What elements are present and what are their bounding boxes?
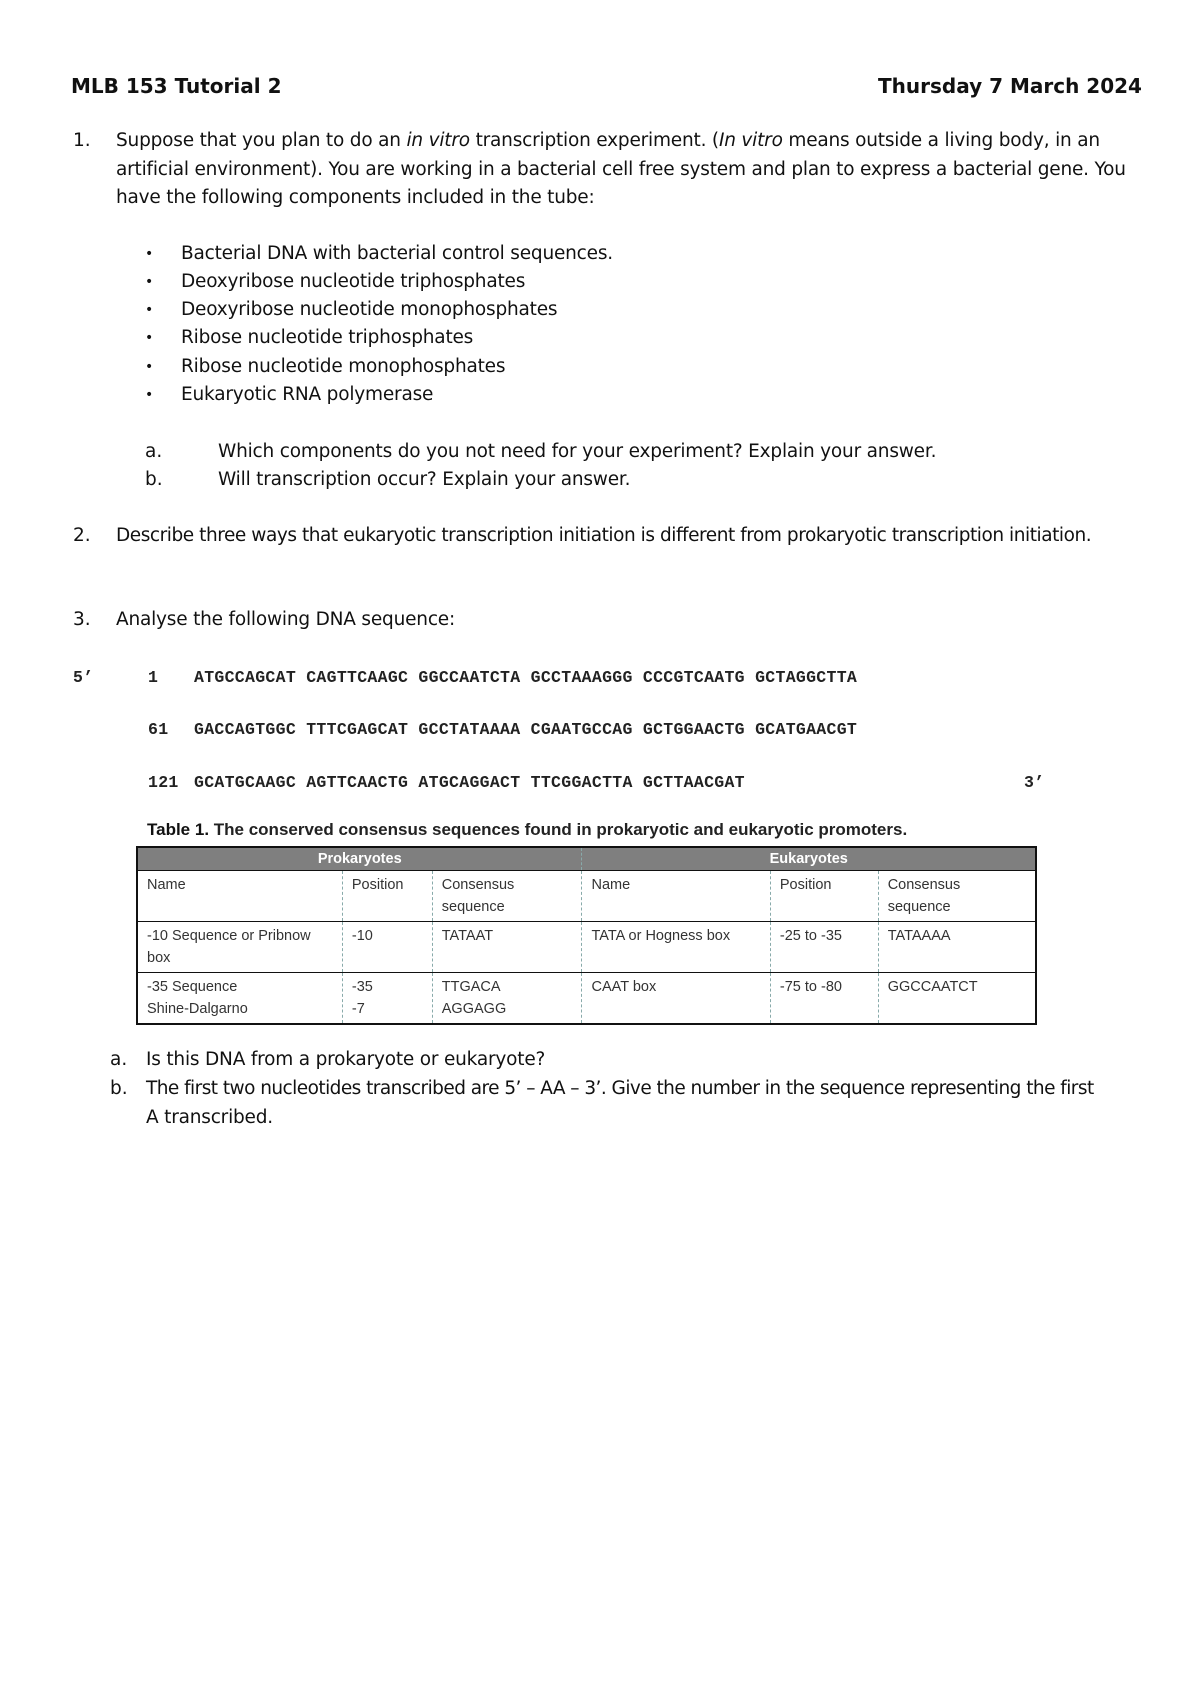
table-cell: -10 Sequence or Pribnow box: [137, 922, 342, 973]
table-column-header: Position: [770, 871, 878, 922]
consensus-table: [136, 846, 1037, 1025]
sequence-row-number: 61: [148, 720, 169, 739]
question-1-number: 1.: [73, 130, 91, 151]
question-3b-text-line-2: A transcribed.: [146, 1107, 273, 1128]
list-item: Eukaryotic RNA polymerase: [181, 384, 434, 405]
question-3b-letter: b.: [110, 1078, 128, 1099]
table-row: [137, 922, 1036, 973]
table-column-header: Name: [582, 871, 770, 922]
header-date: Thursday 7 March 2024: [878, 74, 1142, 98]
sequence-row: GCATGCAAGC AGTTCAACTG ATGCAGGACT TTCGGACTTA GCTTAACGAT: [194, 773, 745, 792]
table-cell: -35 -7: [342, 973, 432, 1025]
table-cell: -25 to -35: [770, 922, 878, 973]
question-1-line-1: Suppose that you plan to do an in vitro transcription experiment. (In vitro means outside a living body, in an: [116, 130, 1100, 151]
table-cell: -10: [342, 922, 432, 973]
bullet-icon: •: [145, 246, 154, 262]
table-cell: TATA or Hogness box: [582, 922, 770, 973]
question-2-number: 2.: [73, 525, 91, 546]
list-item: Bacterial DNA with bacterial control sequences.: [181, 243, 613, 264]
question-3a-letter: a.: [110, 1049, 128, 1070]
table-cell: -75 to -80: [770, 973, 878, 1025]
bullet-icon: •: [145, 359, 154, 375]
bullet-icon: •: [145, 330, 154, 346]
table-cell: -35 Sequence Shine-Dalgarno: [137, 973, 342, 1025]
list-item: Ribose nucleotide monophosphates: [181, 356, 506, 377]
sequence-row: ATGCCAGCAT CAGTTCAAGC GGCCAATCTA GCCTAAAGGG CCCGTCAATG GCTAGGCTTA: [194, 668, 858, 687]
three-prime-label: 3’: [1024, 773, 1045, 792]
table-group-header: Eukaryotes: [582, 847, 1036, 871]
table-column-header: Consensus sequence: [432, 871, 582, 922]
question-2-text: Describe three ways that eukaryotic transcription initiation is different from prokaryotic transcription initiation.: [116, 525, 1092, 546]
question-1-line-2: artificial environment). You are working in a bacterial cell free system and plan to express a bacterial gene. You: [116, 159, 1126, 180]
table-cell: GGCCAATCT: [878, 973, 1036, 1025]
table-column-header: Position: [342, 871, 432, 922]
table-column-header: Consensus sequence: [878, 871, 1036, 922]
sequence-row: GACCAGTGGC TTTCGAGCAT GCCTATAAAA CGAATGCCAG GCTGGAACTG GCATGAACGT: [194, 720, 858, 739]
question-3a-text: Is this DNA from a prokaryote or eukaryote?: [146, 1049, 546, 1070]
bullet-icon: •: [145, 302, 154, 318]
five-prime-label: 5’: [73, 668, 94, 687]
list-item: Deoxyribose nucleotide monophosphates: [181, 299, 558, 320]
table-caption: Table 1. The conserved consensus sequences found in prokaryotic and eukaryotic promoters.: [147, 820, 908, 839]
question-1b-text: Will transcription occur? Explain your answer.: [218, 469, 631, 490]
table-row: [137, 973, 1036, 1025]
sequence-row-number: 121: [148, 773, 179, 792]
question-3-number: 3.: [73, 609, 91, 630]
question-3-text: Analyse the following DNA sequence:: [116, 609, 455, 630]
bullet-icon: •: [145, 274, 154, 290]
question-3b-text-line-1: The first two nucleotides transcribed are 5’ – AA – 3’. Give the number in the sequence representing the first: [146, 1078, 1094, 1099]
table-cell: TATAAT: [432, 922, 582, 973]
question-1b-letter: b.: [145, 469, 163, 490]
question-1a-text: Which components do you not need for your experiment? Explain your answer.: [218, 441, 937, 462]
list-item: Deoxyribose nucleotide triphosphates: [181, 271, 526, 292]
table-column-header: Name: [137, 871, 342, 922]
sequence-row-number: 1: [148, 668, 159, 687]
question-1-line-3: have the following components included in the tube:: [116, 187, 595, 208]
header-title: MLB 153 Tutorial 2: [71, 74, 282, 98]
table-group-header: Prokaryotes: [137, 847, 582, 871]
table-cell: TTGACA AGGAGG: [432, 973, 582, 1025]
table-cell: TATAAAA: [878, 922, 1036, 973]
table-cell: CAAT box: [582, 973, 770, 1025]
bullet-icon: •: [145, 387, 154, 403]
question-1a-letter: a.: [145, 441, 163, 462]
list-item: Ribose nucleotide triphosphates: [181, 327, 474, 348]
